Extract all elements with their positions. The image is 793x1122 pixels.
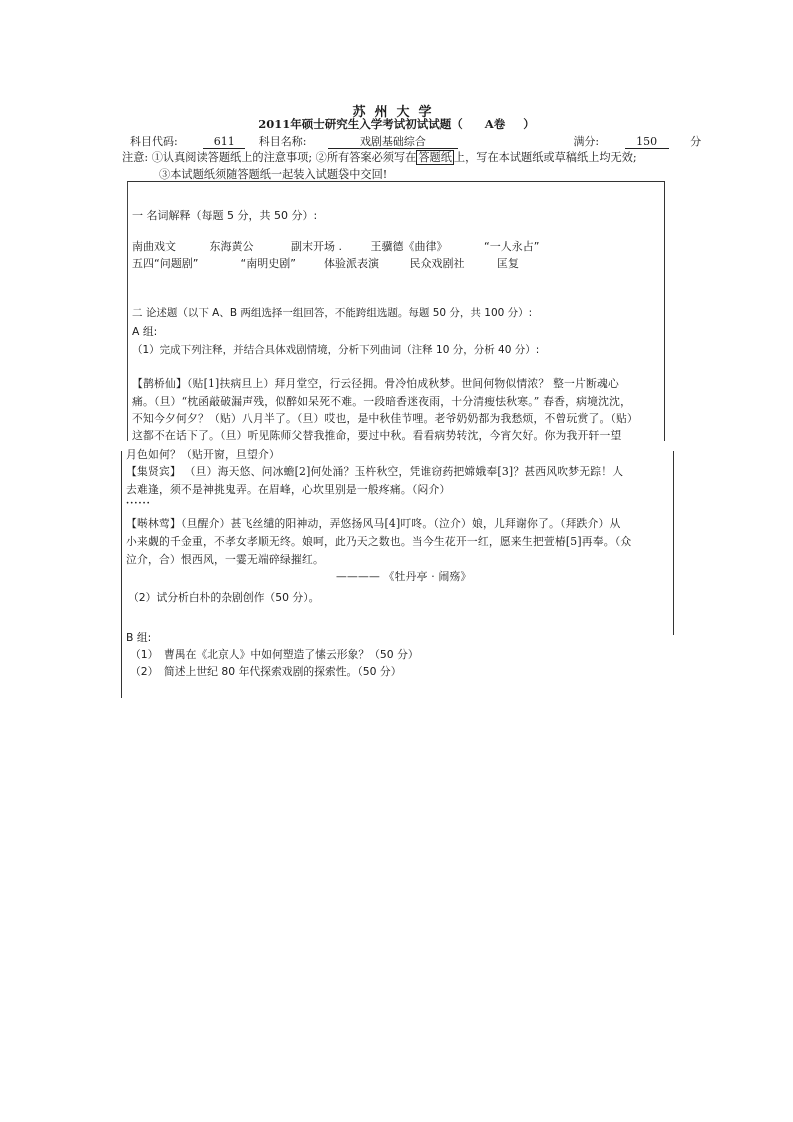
passage-line: 小来觑的千金重，不孝女孝顺无终。娘呵，此乃天之数也。当今生花开一红，愿来生把萱椿[5]再奉。（众 <box>126 535 632 548</box>
term: 王骥德《曲律》 <box>370 240 448 253</box>
term: 匡复 <box>497 257 519 270</box>
notice-line-1 <box>122 149 637 165</box>
full-score: 150 <box>625 136 669 149</box>
passage-line: 这都不在话下了。（旦）听见陈师父替我推命，要过中秋。看看病势转沈，今宵欠好。你为我开轩一望 <box>132 429 622 442</box>
term: 南曲戏文 <box>132 240 176 253</box>
term: 民众戏剧社 <box>409 257 465 270</box>
passage-line: 去难逢，须不是神挑鬼弄。在眉峰，心坎里别是一般疼痛。（闷介） <box>126 483 451 496</box>
exam-title-text: 2011年硕士研究生入学考试初试试题（ <box>258 117 463 131</box>
term: “一人永占” <box>484 240 540 253</box>
notice-item-1: ①认真阅读答题纸上的注意事项; ②所有答案必须写在 <box>151 151 417 164</box>
notice-prefix: 注意: <box>122 151 152 164</box>
term: 体验派表演 <box>324 257 379 270</box>
group-b-q2-number: （2） <box>130 665 159 678</box>
answer-sheet-boxed: 答题纸 <box>418 151 452 164</box>
passage-line: 【啭林莺】（旦醒介）甚飞丝缱的阳神动，弄悠扬风马[4]叮咚。（泣介）娘，儿拜谢你了。（拜跌介）从 <box>126 517 621 530</box>
subject-name: 戏剧基础综合 <box>328 136 458 149</box>
subject-info-row <box>130 133 701 149</box>
full-score-unit: 分 <box>690 135 702 148</box>
group-b-q1-number: （1） <box>130 648 159 661</box>
paper-close: ） <box>523 117 535 131</box>
term: 五四“问题剧” <box>132 257 199 270</box>
term: “南明史剧” <box>240 257 296 270</box>
subject-code-label: 科目代码: <box>130 135 178 148</box>
group-a-question-1: （1）完成下列注释，并结合具体戏剧情境，分析下列曲词（注释 10 分，分析 40 分）: <box>132 344 540 356</box>
exam-title <box>0 116 793 132</box>
passage-ellipsis: ······ <box>126 499 151 509</box>
section2-title: 二 论述题（以下 A、B 两组选择一组回答，不能跨组选题。每题 50 分，共 100 分）: <box>132 307 533 319</box>
group-b-question-2: 简述上世纪 80 年代探索戏剧的探索性。（50 分） <box>164 665 402 678</box>
group-a-question-2: （2）试分析白朴的杂剧创作（50 分）。 <box>128 591 320 604</box>
group-b-question-1: 曹禺在《北京人》中如何塑造了愫云形象？（50 分） <box>164 648 419 661</box>
term: 副末开场 . <box>291 240 342 253</box>
group-b-label: B 组: <box>126 631 152 644</box>
passage-line: 【鹊桥仙】（贴[1]扶病旦上）拜月堂空，行云径拥。骨冷怕成秋梦。世间何物似情浓？ 整一片断魂心 <box>132 377 619 390</box>
university-name: 苏州大学 <box>352 105 441 120</box>
term: 东海黄公 <box>209 240 254 253</box>
passage-line: 不知今夕何夕？（贴）八月半了。（旦）哎也，是中秋佳节哩。老爷奶奶都为我愁烦，不曾玩赏了。（贴） <box>132 412 639 425</box>
group-a-label: A 组: <box>132 325 158 338</box>
paper-label: A卷 <box>484 117 506 131</box>
full-score-label: 满分: <box>573 135 600 148</box>
passage-line: 月色如何？（贴开窗，旦望介） <box>126 448 280 461</box>
passage-line: 【集贤宾】 （旦）海天悠、问冰蟾[2]何处涌？玉杵秋空，凭谁窃药把嫦娥奉[3]？甚西风吹梦无踪！人 <box>126 465 624 478</box>
passage-source: ———— 《牡丹亭 · 闹殇》 <box>336 570 472 583</box>
passage-line: 痛。（旦）“枕函敲破漏声残，似醉如呆死不难。一段暗香迷夜雨，十分清瘦怯秋寒。” 春香，病境沈沈， <box>132 395 632 408</box>
question-box-lower-left-edge <box>121 635 122 698</box>
terms-row-1 <box>132 238 539 254</box>
section1-title: 一 名词解释（每题 5 分，共 50 分）: <box>132 209 318 222</box>
passage-line: 泣介，合）恨西风，一霎无端碎绿摧红。 <box>126 553 324 566</box>
notice-line-2: ③本试题纸须随答题纸一起装入试题袋中交回! <box>159 168 388 181</box>
subject-name-label: 科目名称: <box>258 135 307 148</box>
notice-item-1-tail: 上，写在本试题纸或草稿纸上均无效; <box>453 151 637 164</box>
subject-code: 611 <box>203 136 245 149</box>
terms-row-2 <box>132 255 519 271</box>
